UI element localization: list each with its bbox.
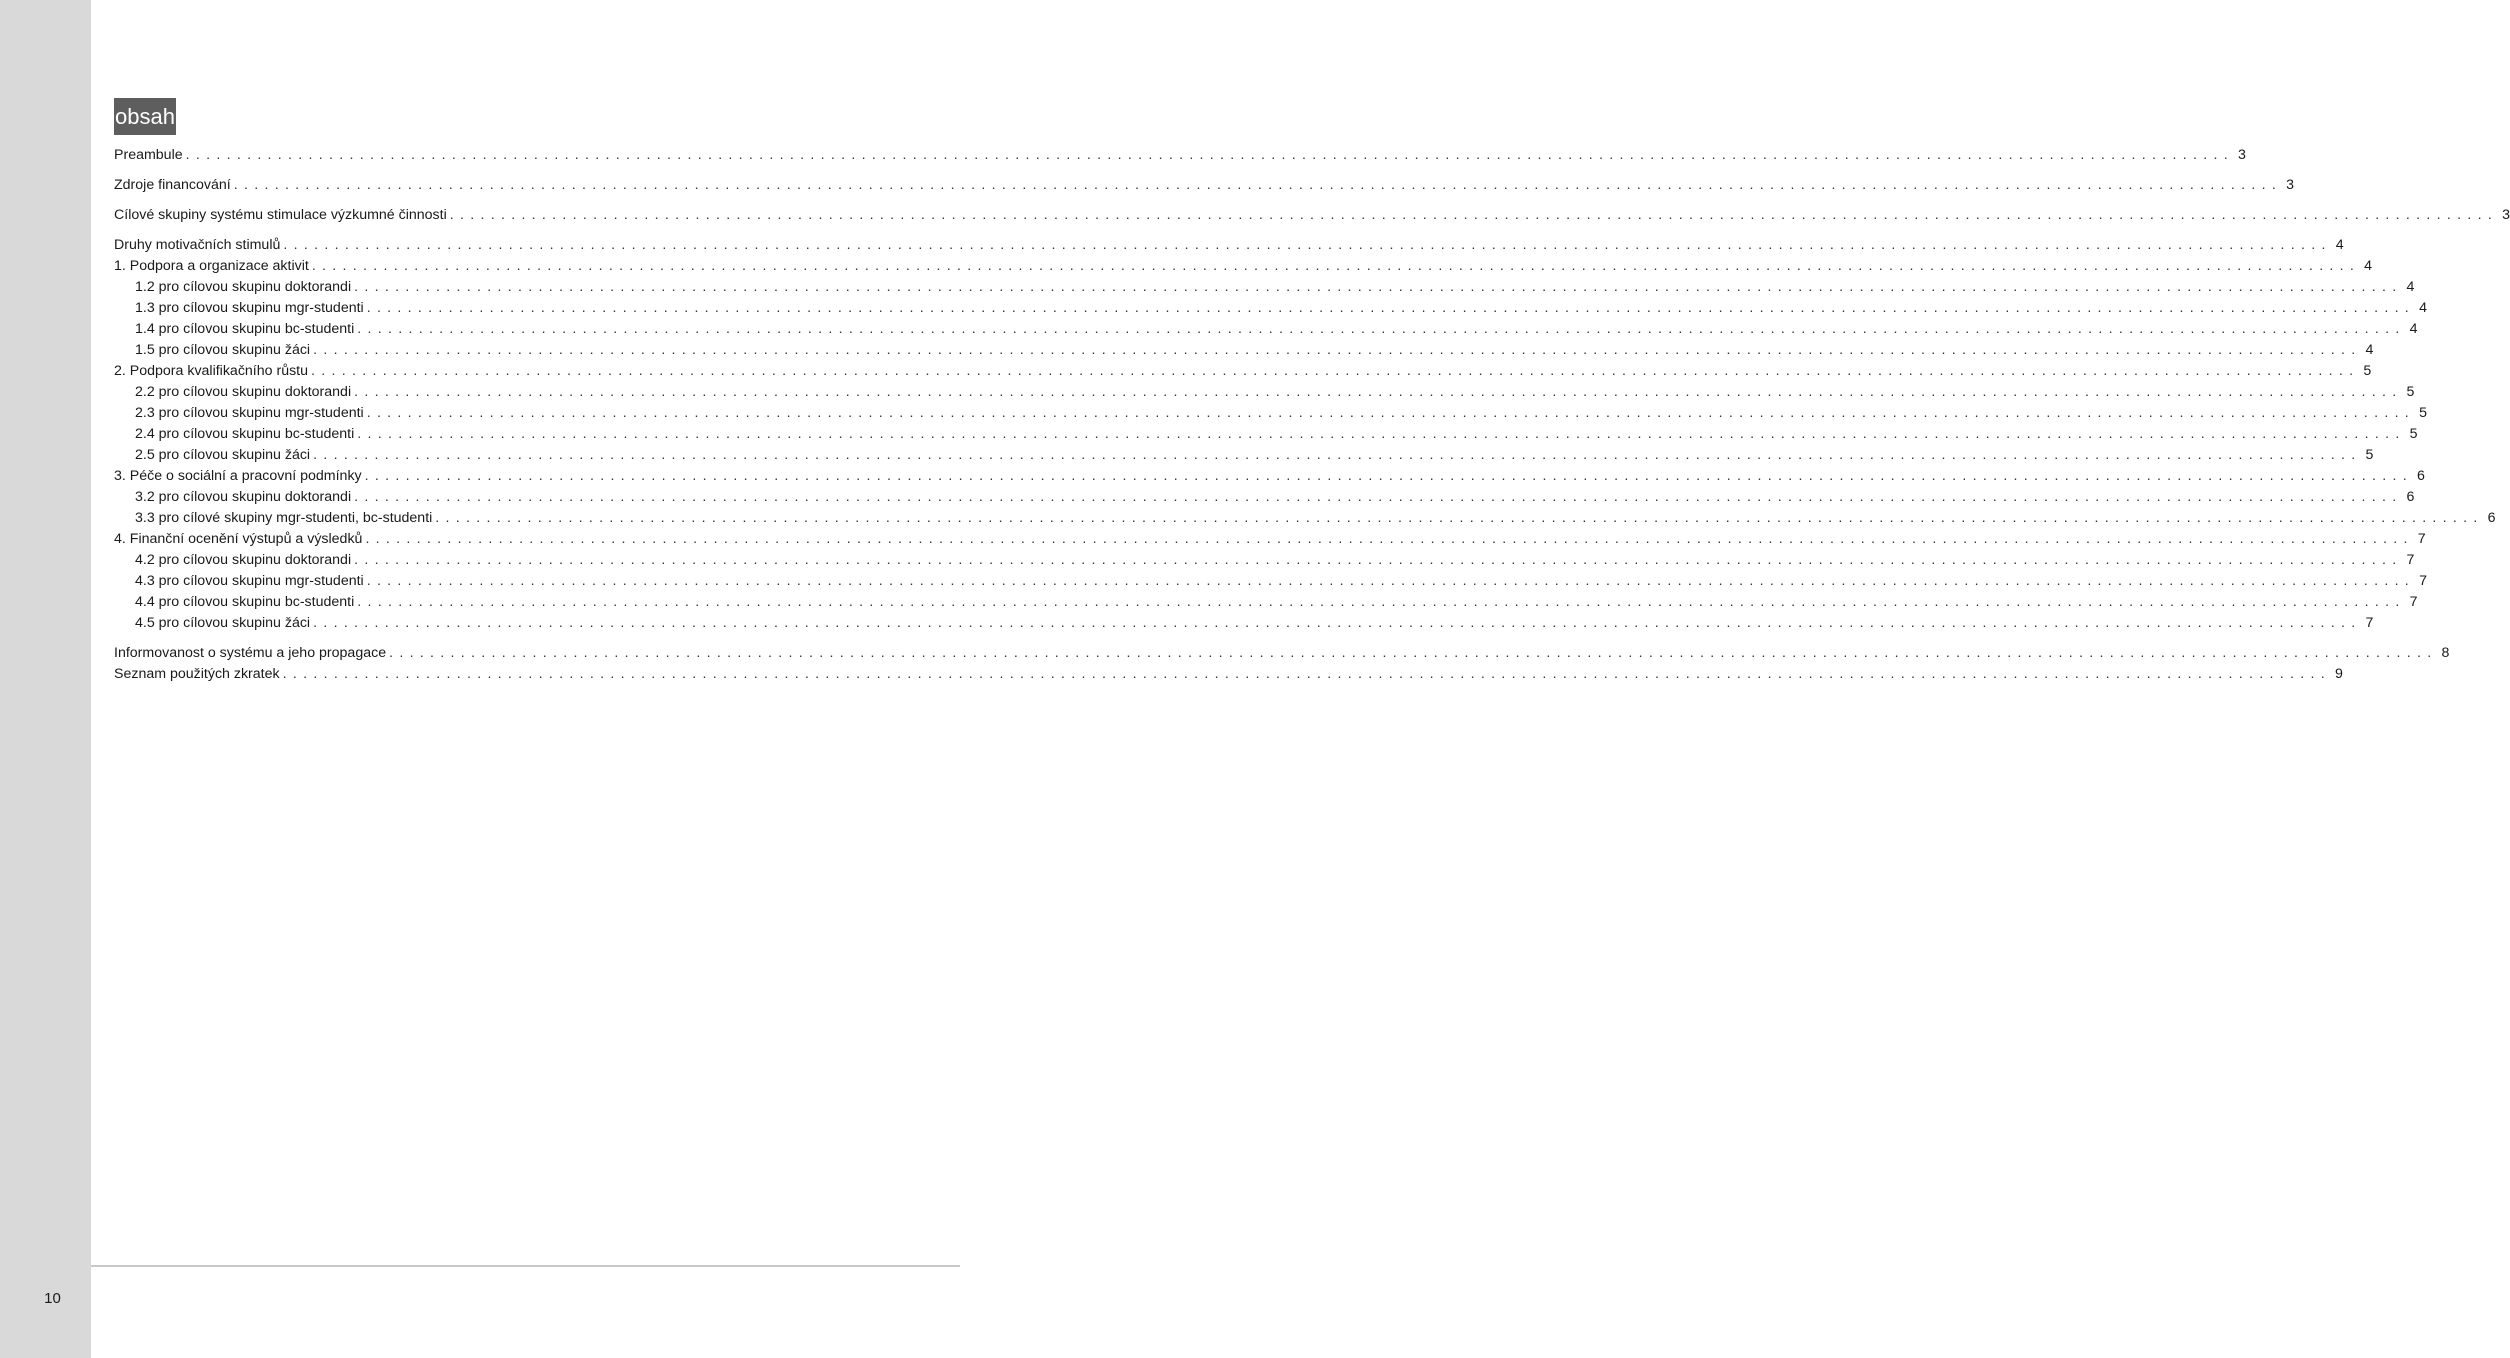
toc-dot-leader: ........................................................................................................................................................................................................: [357, 594, 2406, 610]
toc-entry-page: 5: [2409, 426, 2418, 442]
toc-dot-leader: ........................................................................................................................................................................................................: [354, 384, 2403, 400]
page-number: 10: [44, 1290, 61, 1307]
toc-dot-leader: ........................................................................................................................................................................................................: [366, 573, 2416, 589]
toc-entry-title: 2.2 pro cílovou skupinu doktorandi: [135, 384, 352, 400]
toc-entry-page: 5: [2406, 384, 2415, 400]
toc-entry-page: 5: [2419, 405, 2427, 421]
toc-entry-title: Preambule: [114, 147, 183, 163]
toc-entry-page: 4: [2419, 300, 2427, 316]
toc-entry-page: 5: [2363, 363, 2372, 379]
toc-entry-title: 3.2 pro cílovou skupinu doktorandi: [135, 489, 352, 505]
toc-entry-title: 4. Finanční ocenění výstupů a výsledků: [114, 531, 363, 547]
toc-entry-page: 3: [2286, 177, 2294, 193]
toc-entry[interactable]: [114, 664, 2343, 685]
toc-entry-page: 4: [2365, 342, 2374, 358]
toc-entry[interactable]: [114, 319, 2418, 340]
toc-entry[interactable]: [114, 592, 2418, 613]
toc-entry-page: 7: [2409, 594, 2418, 610]
toc-entry-page: 8: [2441, 645, 2450, 661]
toc-entry[interactable]: [114, 277, 2415, 298]
toc-dot-leader: ........................................................................................................................................................................................................: [449, 207, 2499, 223]
toc-dot-leader: ........................................................................................................................................................................................................: [311, 363, 2360, 379]
toc-entry[interactable]: [114, 550, 2415, 571]
toc-dot-leader: ........................................................................................................................................................................................................: [354, 489, 2403, 505]
toc-heading: obsah: [114, 98, 176, 135]
toc-entry-title: 1.5 pro cílovou skupinu žáci: [135, 342, 311, 358]
toc-entry-page: 6: [2406, 489, 2415, 505]
toc-entry-title: 2.5 pro cílovou skupinu žáci: [135, 447, 311, 463]
toc-dot-leader: ........................................................................................................................................................................................................: [313, 342, 2362, 358]
toc-entry[interactable]: [114, 298, 2427, 319]
toc-entry-title: 1.3 pro cílovou skupinu mgr-studenti: [135, 300, 364, 316]
toc-entry-page: 3: [2502, 207, 2510, 223]
toc-dot-leader: ........................................................................................................................................................................................................: [364, 468, 2413, 484]
toc-entry-page: 6: [2417, 468, 2425, 484]
toc-entry-page: 4: [2409, 321, 2418, 337]
toc-dot-leader: ........................................................................................................................................................................................................: [354, 279, 2403, 295]
toc-entry-page: 9: [2334, 666, 2343, 682]
toc-entry[interactable]: [114, 145, 2246, 166]
toc-entry[interactable]: [114, 340, 2374, 361]
toc-entry-title: 2.3 pro cílovou skupinu mgr-studenti: [135, 405, 364, 421]
toc-entry-page: 7: [2417, 531, 2426, 547]
toc-entry-title: Zdroje financování: [114, 177, 231, 193]
toc-entry-page: 5: [2365, 447, 2374, 463]
toc-entry[interactable]: [114, 508, 2496, 529]
toc-entry-title: 4.3 pro cílovou skupinu mgr-studenti: [135, 573, 364, 589]
toc-entry-title: 4.4 pro cílovou skupinu bc-studenti: [135, 594, 355, 610]
toc-entry[interactable]: [114, 424, 2418, 445]
toc-entry-page: 7: [2419, 573, 2427, 589]
toc-dot-leader: ........................................................................................................................................................................................................: [389, 645, 2438, 661]
toc-entry-title: 3.3 pro cílové skupiny mgr-studenti, bc-studenti: [135, 510, 433, 526]
toc-entry[interactable]: [114, 403, 2427, 424]
toc-entry-page: 4: [2364, 258, 2373, 274]
toc-dot-leader: ........................................................................................................................................................................................................: [313, 615, 2362, 631]
toc-dot-leader: ........................................................................................................................................................................................................: [311, 258, 2361, 274]
toc-entry[interactable]: [114, 361, 2372, 382]
toc-entry-title: 2. Podpora kvalifikačního růstu: [114, 363, 309, 379]
toc-dot-leader: ........................................................................................................................................................................................................: [185, 147, 2234, 163]
toc-entry-title: Cílové skupiny systému stimulace výzkumné činnosti: [114, 207, 447, 223]
side-band: [0, 0, 91, 1358]
toc-entry[interactable]: [114, 256, 2373, 277]
table-of-contents: [114, 145, 2510, 685]
toc-dot-leader: ........................................................................................................................................................................................................: [283, 237, 2332, 253]
toc-entry-title: Seznam použitých zkratek: [114, 666, 280, 682]
toc-dot-leader: ........................................................................................................................................................................................................: [366, 300, 2416, 316]
toc-entry[interactable]: [114, 466, 2425, 487]
toc-entry[interactable]: [114, 205, 2510, 226]
toc-entry-page: 7: [2365, 615, 2374, 631]
toc-entry-page: 6: [2487, 510, 2496, 526]
toc-entry-title: 4.2 pro cílovou skupinu doktorandi: [135, 552, 352, 568]
toc-entry-title: Informovanost o systému a jeho propagace: [114, 645, 387, 661]
toc-entry[interactable]: [114, 643, 2450, 664]
toc-entry[interactable]: [114, 382, 2415, 403]
toc-entry-title: 2.4 pro cílovou skupinu bc-studenti: [135, 426, 355, 442]
toc-dot-leader: ........................................................................................................................................................................................................: [365, 531, 2414, 547]
toc-entry-title: Druhy motivačních stimulů: [114, 237, 281, 253]
toc-entry[interactable]: [114, 571, 2427, 592]
toc-dot-leader: ........................................................................................................................................................................................................: [354, 552, 2403, 568]
toc-dot-leader: ........................................................................................................................................................................................................: [435, 510, 2484, 526]
toc-entry-page: 3: [2237, 147, 2246, 163]
toc-entry[interactable]: [114, 613, 2374, 634]
toc-entry-title: 1. Podpora a organizace aktivit: [114, 258, 309, 274]
toc-entry[interactable]: [114, 445, 2374, 466]
toc-entry-title: 3. Péče o sociální a pracovní podmínky: [114, 468, 362, 484]
toc-entry-page: 7: [2406, 552, 2415, 568]
toc-entry-title: 1.2 pro cílovou skupinu doktorandi: [135, 279, 352, 295]
toc-entry-page: 4: [2406, 279, 2415, 295]
toc-dot-leader: ........................................................................................................................................................................................................: [313, 447, 2362, 463]
toc-entry[interactable]: [114, 235, 2344, 256]
footer-divider: [91, 1265, 960, 1267]
toc-dot-leader: ........................................................................................................................................................................................................: [282, 666, 2331, 682]
toc-dot-leader: ........................................................................................................................................................................................................: [366, 405, 2416, 421]
toc-entry-title: 4.5 pro cílovou skupinu žáci: [135, 615, 311, 631]
toc-entry[interactable]: [114, 175, 2294, 196]
toc-entry[interactable]: [114, 529, 2426, 550]
toc-entry-page: 4: [2335, 237, 2344, 253]
toc-entry[interactable]: [114, 487, 2415, 508]
toc-dot-leader: ........................................................................................................................................................................................................: [233, 177, 2283, 193]
toc-entry-title: 1.4 pro cílovou skupinu bc-studenti: [135, 321, 355, 337]
toc-dot-leader: ........................................................................................................................................................................................................: [357, 426, 2406, 442]
toc-dot-leader: ........................................................................................................................................................................................................: [357, 321, 2406, 337]
